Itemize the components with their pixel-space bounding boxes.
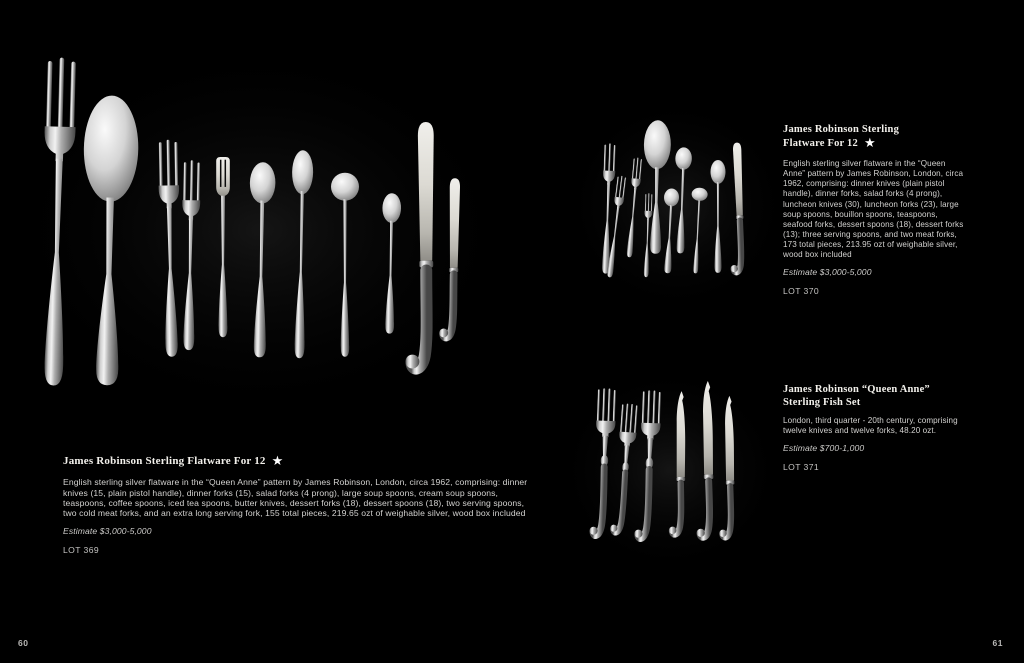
lot-370-number: LOT 370: [783, 285, 820, 296]
photo-glow: [555, 365, 785, 575]
star-icon: ★: [271, 454, 284, 469]
photo-glow: [0, 40, 520, 420]
star-icon: ★: [863, 136, 876, 152]
lot-370-photo: [562, 95, 792, 315]
page-number-right: 61: [992, 638, 1003, 648]
lot-369-title-text: James Robinson Sterling Flatware For 12: [63, 455, 266, 467]
page-number-left: 60: [18, 638, 29, 648]
lot-370-info: [783, 123, 966, 296]
lot-369-estimate: Estimate $3,000-5,000: [63, 525, 152, 536]
lot-369-number: LOT 369: [63, 544, 100, 555]
lot-371-photo: [555, 365, 785, 575]
lot-369-description: English sterling silver flatware in the “Queen Anne” pattern by James Robinson, London, circa 1962, comprising: dinner knives (15, plain pistol handle), dinner forks (15), salad forks (4 prong), large soup spoons, cream soup spoons, teaspoons, coffee spoons, iced tea spoons, butter knives, dessert forks (18), dessert spoons (18), two serving spoons, two cold meat forks, and an extra long serving fork, 155 total pieces, 219.65 ozt of weighable silver, wood box included: [63, 477, 528, 519]
lot-371-title-text: James Robinson “Queen Anne” Sterling Fish Set: [783, 384, 930, 409]
lot-369-title: [63, 454, 535, 470]
lot-370-title: [783, 123, 933, 152]
lot-370-title-text: James Robinson Sterling Flatware For 12: [783, 124, 900, 150]
photo-glow: [562, 95, 792, 315]
lot-369-photo: [0, 40, 520, 420]
lot-371-number: LOT 371: [783, 462, 820, 473]
lot-370-description: English sterling silver flatware in the “Queen Anne” pattern by James Robinson, London, circa 1962, comprising: dinner knives (plain pistol handle), dinner forks, salad forks (4 prong), luncheon knives (30), luncheon forks (23), large soup spoons, bouillon spoons, teaspoons, seafood forks, dessert spoons (18), dessert forks (13); three serving spoons, and two meat forks, 173 total pieces, 213.95 ozt of weighable silver, wood box included: [783, 159, 964, 259]
lot-371-info: [783, 383, 975, 472]
lot-371-title: [783, 383, 933, 409]
lot-370-estimate: Estimate $3,000-5,000: [783, 266, 872, 277]
lot-371-description: London, third quarter - 20th century, comprising twelve knives and twelve forks, 48.20 ozt.: [783, 416, 958, 436]
lot-371-estimate: Estimate $700-1,000: [783, 443, 865, 454]
lot-369-info: [63, 454, 535, 555]
